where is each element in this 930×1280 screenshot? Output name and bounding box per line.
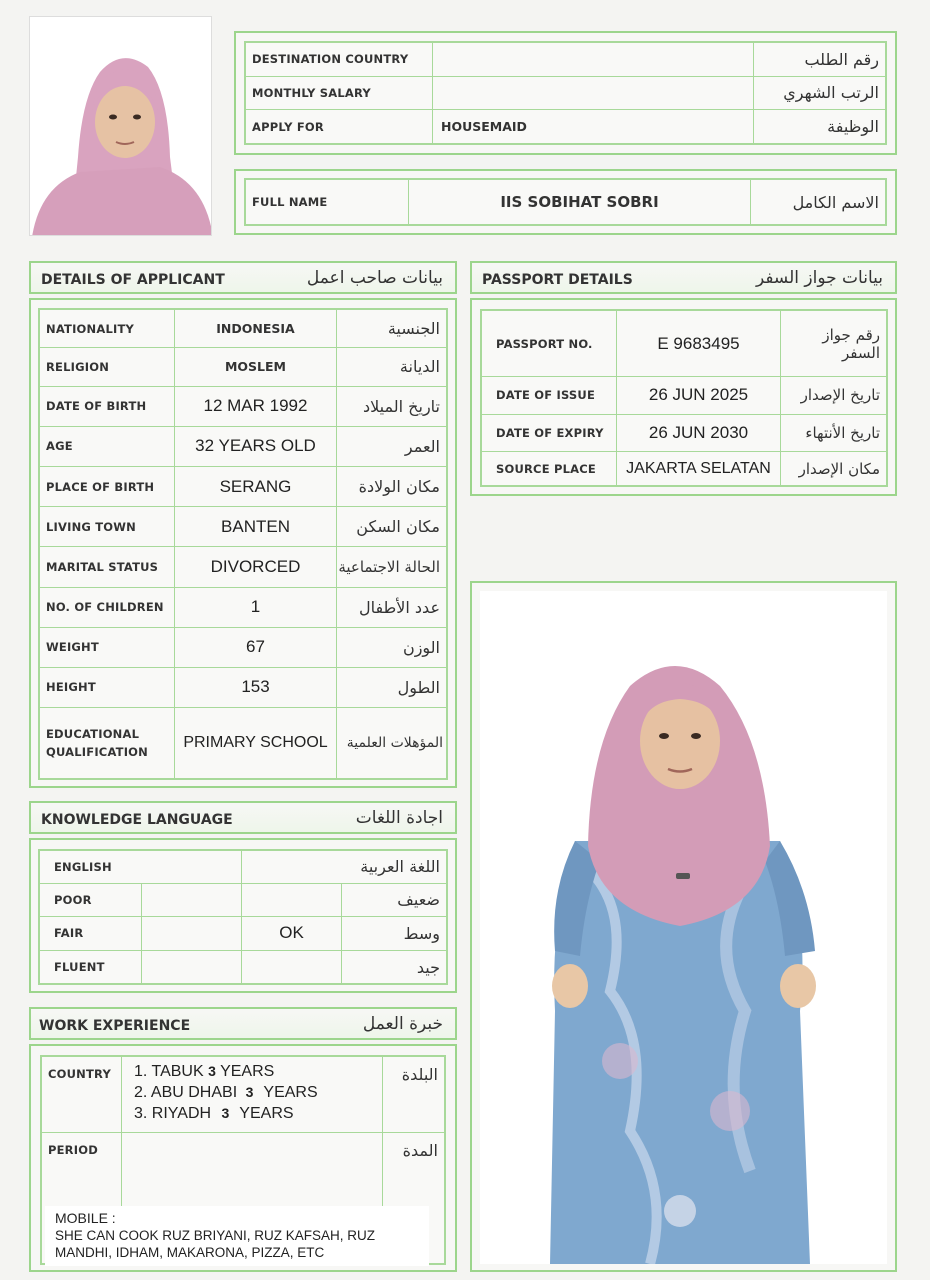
marital-status-label: MARITAL STATUS (40, 547, 175, 587)
religion-arabic: الديانة (337, 348, 447, 386)
height-label: HEIGHT (40, 667, 175, 707)
mobile-label: MOBILE : (55, 1210, 116, 1226)
full-name-section (234, 169, 897, 235)
place-of-birth-value: SERANG (175, 466, 337, 506)
place-of-birth-arabic: مكان الولادة (337, 466, 447, 506)
portrait-photo (29, 16, 212, 236)
work-entry-3-suffix: YEARS (239, 1105, 294, 1122)
weight-label: WEIGHT (40, 627, 175, 667)
list-item (134, 1103, 382, 1124)
applicant-details-section (29, 298, 457, 788)
age-value: 32 YEARS OLD (175, 426, 337, 466)
english-header: ENGLISH (40, 851, 242, 884)
table-row (40, 426, 447, 466)
applicant-section-header (29, 261, 457, 294)
table-row (482, 452, 887, 486)
country-label: COUNTRY (42, 1057, 122, 1133)
fair-arabic: وسط (342, 916, 447, 950)
age-label: AGE (40, 426, 175, 466)
full-name-label: FULL NAME (246, 180, 409, 225)
passport-title-arabic: بيانات جواز السفر (755, 268, 883, 288)
destination-country-arabic: رقم الطلب (754, 43, 886, 77)
education-value: PRIMARY SCHOOL (175, 708, 337, 779)
height-arabic: الطول (337, 667, 447, 707)
work-entry-2-suffix: YEARS (263, 1084, 318, 1101)
fluent-arabic-value (242, 951, 342, 984)
mobile-text: SHE CAN COOK RUZ BRIYANI, RUZ KAFSAH, RUZ MANDHI, IDHAM, MAKARONA, PIZZA, ETC (55, 1228, 376, 1260)
period-label: PERIOD (42, 1133, 122, 1264)
work-entry-3-years: 3 (221, 1105, 230, 1121)
list-item (134, 1082, 382, 1103)
application-info-section (234, 31, 897, 155)
applicant-title-arabic: بيانات صاحب اعمل (306, 268, 443, 288)
fair-label: FAIR (40, 916, 142, 950)
full-name-arabic: الاسم الكامل (751, 180, 886, 225)
height-value: 153 (175, 667, 337, 707)
passport-section-header (470, 261, 897, 294)
living-town-label: LIVING TOWN (40, 507, 175, 547)
portrait-image (30, 17, 212, 236)
table-row (40, 916, 447, 950)
table-row (40, 348, 447, 386)
language-title-arabic: اجادة اللغات (355, 808, 443, 828)
work-section-header (29, 1007, 457, 1040)
table-row (40, 310, 447, 348)
table-row (482, 311, 887, 377)
table-row (40, 951, 447, 984)
education-arabic: المؤهلات العلمية (337, 708, 447, 779)
work-entry-2-years: 3 (245, 1084, 254, 1100)
children-value: 1 (175, 587, 337, 627)
work-entry-1-suffix: YEARS (215, 1063, 275, 1080)
nationality-value: INDONESIA (175, 310, 337, 348)
table-row (40, 587, 447, 627)
religion-value: MOSLEM (175, 348, 337, 386)
passport-no-label: PASSPORT NO. (482, 311, 617, 377)
education-label-line2: QUALIFICATION (46, 745, 148, 760)
list-item (134, 1061, 382, 1082)
passport-no-arabic: رقم جواز السفر (781, 311, 887, 377)
nationality-arabic: الجنسية (337, 310, 447, 348)
weight-value: 67 (175, 627, 337, 667)
destination-country-label: DESTINATION COUNTRY (246, 43, 433, 77)
date-of-issue-value: 26 JUN 2025 (617, 377, 781, 415)
table-row (482, 414, 887, 452)
arabic-language-header: اللغة العربية (242, 851, 447, 884)
table-row (246, 180, 886, 225)
nationality-label: NATIONALITY (40, 310, 175, 348)
date-of-issue-label: DATE OF ISSUE (482, 377, 617, 415)
work-entry-2-place: 2. ABU DHABI (134, 1084, 242, 1101)
table-row (246, 110, 886, 144)
table-row (40, 627, 447, 667)
language-section-header (29, 801, 457, 834)
poor-arabic: ضعيف (342, 883, 447, 916)
table-row (40, 883, 447, 916)
period-arabic: المدة (383, 1133, 445, 1264)
language-section (29, 838, 457, 993)
children-label: NO. OF CHILDREN (40, 587, 175, 627)
fluent-arabic: جيد (342, 951, 447, 984)
fair-arabic-value: OK (242, 916, 342, 950)
table-row (40, 851, 447, 884)
monthly-salary-arabic: الرتب الشهري (754, 76, 886, 110)
work-experience-section (29, 1044, 457, 1272)
full-body-image (480, 591, 887, 1264)
full-name-value: IIS SOBIHAT SOBRI (409, 180, 751, 225)
weight-arabic: الوزن (337, 627, 447, 667)
work-entry-3-place: 3. RIYADH (134, 1105, 216, 1122)
country-arabic: البلدة (383, 1057, 445, 1133)
date-of-birth-label: DATE OF BIRTH (40, 386, 175, 426)
table-row (40, 466, 447, 506)
table-row (40, 708, 447, 779)
full-body-photo (480, 591, 887, 1264)
passport-no-value: E 9683495 (617, 311, 781, 377)
source-place-value: JAKARTA SELATAN (617, 452, 781, 486)
passport-details-section (470, 298, 897, 496)
age-arabic: العمر (337, 426, 447, 466)
religion-label: RELIGION (40, 348, 175, 386)
mobile-notes (45, 1206, 429, 1266)
marital-status-value: DIVORCED (175, 547, 337, 587)
children-arabic: عدد الأطفال (337, 587, 447, 627)
table-row (40, 547, 447, 587)
apply-for-arabic: الوظيفة (754, 110, 886, 144)
language-title: KNOWLEDGE LANGUAGE (41, 812, 233, 828)
date-of-issue-arabic: تاريخ الإصدار (781, 377, 887, 415)
application-info-table (245, 42, 886, 144)
date-of-birth-value: 12 MAR 1992 (175, 386, 337, 426)
date-of-expiry-label: DATE OF EXPIRY (482, 414, 617, 452)
source-place-arabic: مكان الإصدار (781, 452, 887, 486)
education-label-line1: EDUCATIONAL (46, 727, 140, 742)
poor-arabic-value (242, 883, 342, 916)
education-label (40, 708, 175, 779)
living-town-value: BANTEN (175, 507, 337, 547)
applicant-title: DETAILS OF APPLICANT (41, 272, 225, 288)
date-of-birth-arabic: تاريخ الميلاد (337, 386, 447, 426)
work-entry-1-place: 1. TABUK (134, 1063, 209, 1080)
table-row (40, 386, 447, 426)
work-countries-list (122, 1057, 383, 1133)
applicant-details-table (39, 309, 447, 779)
source-place-label: SOURCE PLACE (482, 452, 617, 486)
table-row (482, 377, 887, 415)
date-of-expiry-arabic: تاريخ الأنتهاء (781, 414, 887, 452)
passport-details-table (481, 310, 887, 486)
place-of-birth-label: PLACE OF BIRTH (40, 466, 175, 506)
destination-country-value (433, 43, 754, 77)
fair-english-value (142, 916, 242, 950)
living-town-arabic: مكان السكن (337, 507, 447, 547)
full-body-photo-frame (470, 581, 897, 1272)
poor-english-value (142, 883, 242, 916)
poor-label: POOR (40, 883, 142, 916)
marital-status-arabic: الحالة الاجتماعية (337, 547, 447, 587)
passport-title: PASSPORT DETAILS (482, 272, 633, 288)
monthly-salary-label: MONTHLY SALARY (246, 76, 433, 110)
full-name-table (245, 179, 886, 225)
work-title-arabic: خبرة العمل (362, 1014, 443, 1034)
table-row (246, 76, 886, 110)
table-row (40, 667, 447, 707)
work-title: WORK EXPERIENCE (39, 1018, 191, 1034)
language-table (39, 850, 447, 984)
apply-for-label: APPLY FOR (246, 110, 433, 144)
work-entry-1-years: 3 (208, 1063, 216, 1079)
fluent-english-value (142, 951, 242, 984)
date-of-expiry-value: 26 JUN 2030 (617, 414, 781, 452)
fluent-label: FLUENT (40, 951, 142, 984)
monthly-salary-value (433, 76, 754, 110)
table-row (246, 43, 886, 77)
apply-for-value: HOUSEMAID (433, 110, 754, 144)
table-row (40, 507, 447, 547)
table-row (42, 1057, 445, 1133)
